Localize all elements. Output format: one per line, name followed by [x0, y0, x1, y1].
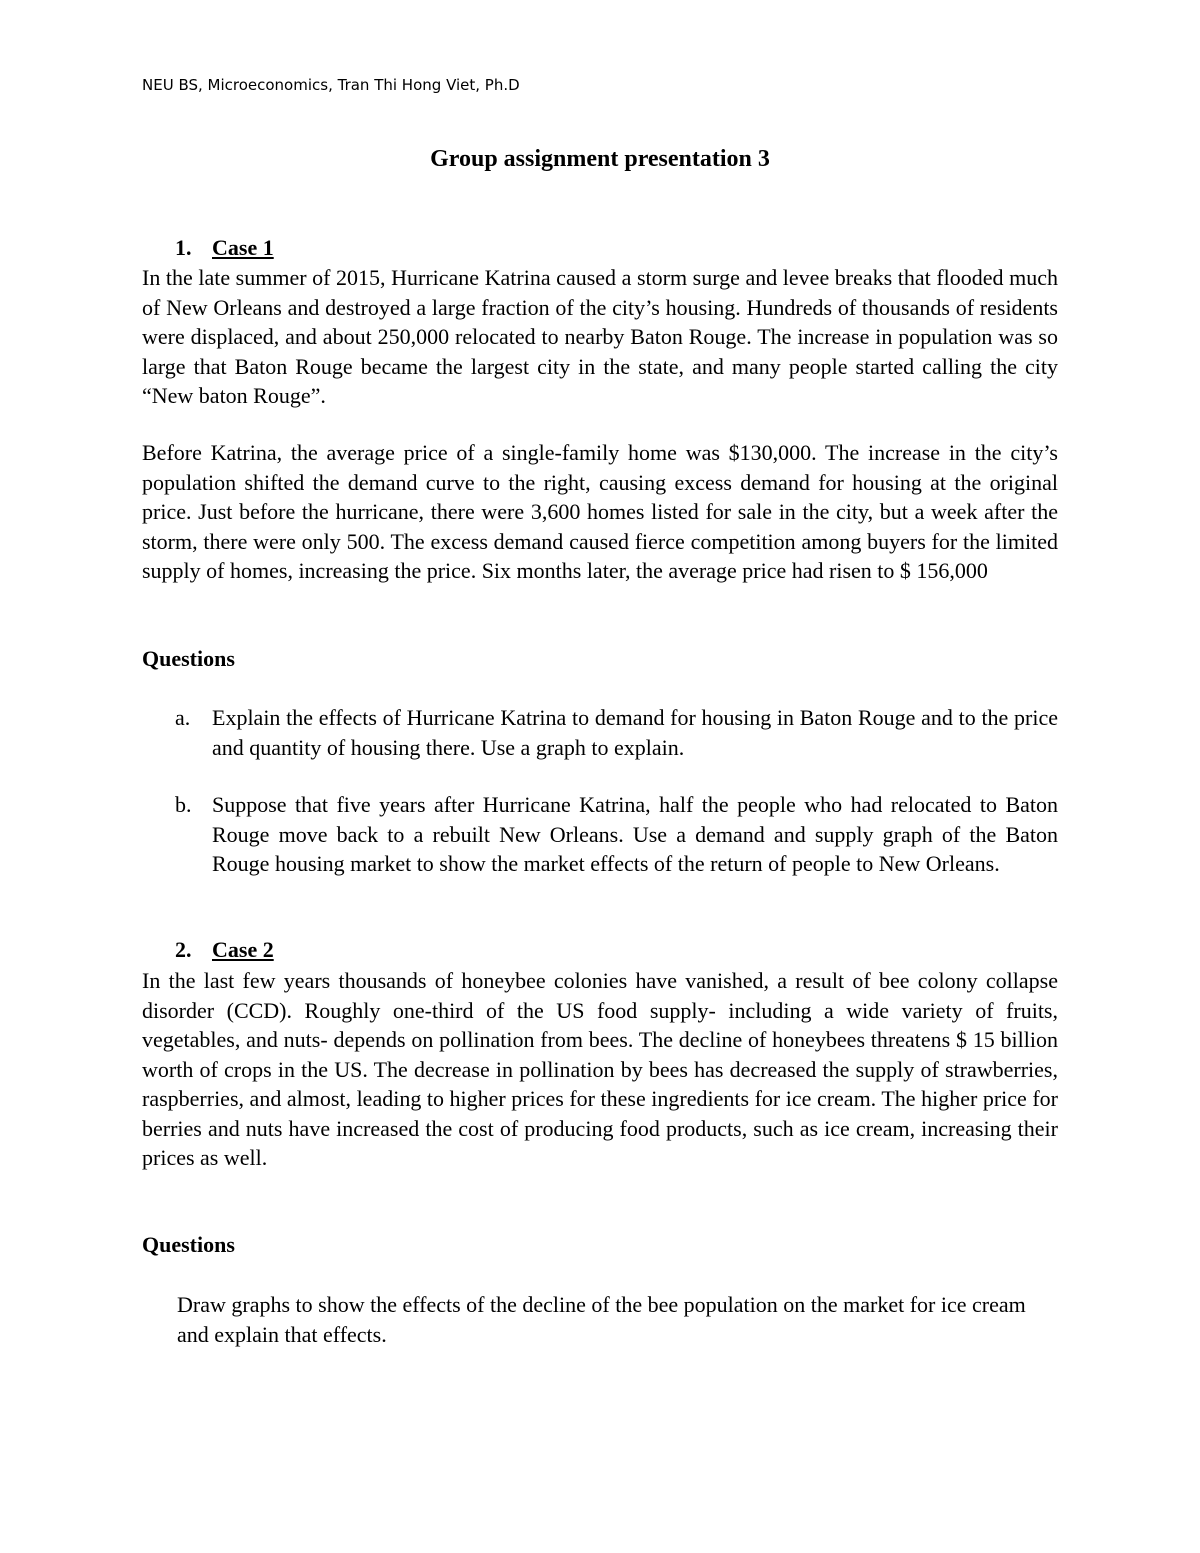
- page-title: Group assignment presentation 3: [430, 146, 770, 172]
- case1-number: 1.: [175, 235, 192, 260]
- case2-paragraph: In the last few years thousands of honeybee colonies have vanished, a result of bee colony collapse disorder (CCD). Roughly one-third of the US food supply- including a wide variety of fruits, vegetables, and nuts- depends on pollination from bees. The decline of honeybees threatens $ 15 billion worth of crops in the US. The decrease in pollination by bees has decreased the supply of strawberries, raspberries, and almost, leading to higher prices for these ingredients for ice cream. The higher price for berries and nuts have increased the cost of producing food products, such as ice cream, increasing their prices as well.: [142, 968, 1058, 1170]
- case1-question-b: [175, 790, 1058, 879]
- case2-heading: [175, 937, 274, 963]
- case1-paragraph-2: Before Katrina, the average price of a single-family home was $130,000. The increase in the city’s population shifted the demand curve to the right, causing excess demand for housing at the original price. Just before the hurricane, there were 3,600 homes listed for sale in the city, but a week after the storm, there were only 500. The excess demand caused fierce competition among buyers for the limited supply of homes, increasing the price. Six months later, the average price had risen to $ 156,000: [142, 440, 1058, 583]
- case1-heading: [175, 235, 274, 261]
- page-header: NEU BS, Microeconomics, Tran Thi Hong Viet, Ph.D: [142, 76, 520, 94]
- case2-label: Case 2: [212, 937, 274, 962]
- case1-label: Case 1: [212, 235, 274, 260]
- case1-questions-heading: Questions: [142, 646, 235, 671]
- question-b-marker: b.: [175, 792, 192, 817]
- question-a-text: Explain the effects of Hurricane Katrina to demand for housing in Baton Rouge and to the price and quantity of housing there. Use a graph to explain.: [212, 705, 1058, 760]
- question-a-marker: a.: [175, 705, 191, 730]
- case2-number: 2.: [175, 937, 192, 962]
- case2-question: Draw graphs to show the effects of the decline of the bee population on the market for ice cream and explain that effects.: [177, 1292, 1026, 1347]
- question-b-text: Suppose that five years after Hurricane Katrina, half the people who had relocated to Baton Rouge move back to a rebuilt New Orleans. Use a demand and supply graph of the Baton Rouge housing market to show the market effects of the return of people to New Orleans.: [212, 792, 1058, 876]
- case2-questions-heading: Questions: [142, 1232, 235, 1257]
- case1-question-a: [175, 703, 1058, 762]
- case1-paragraph-1: In the late summer of 2015, Hurricane Katrina caused a storm surge and levee breaks that flooded much of New Orleans and destroyed a large fraction of the city’s housing. Hundreds of thousands of residents were displaced, and about 250,000 relocated to nearby Baton Rouge. The increase in population was so large that Baton Rouge became the largest city in the state, and many people started calling the city “New baton Rouge”.: [142, 265, 1058, 408]
